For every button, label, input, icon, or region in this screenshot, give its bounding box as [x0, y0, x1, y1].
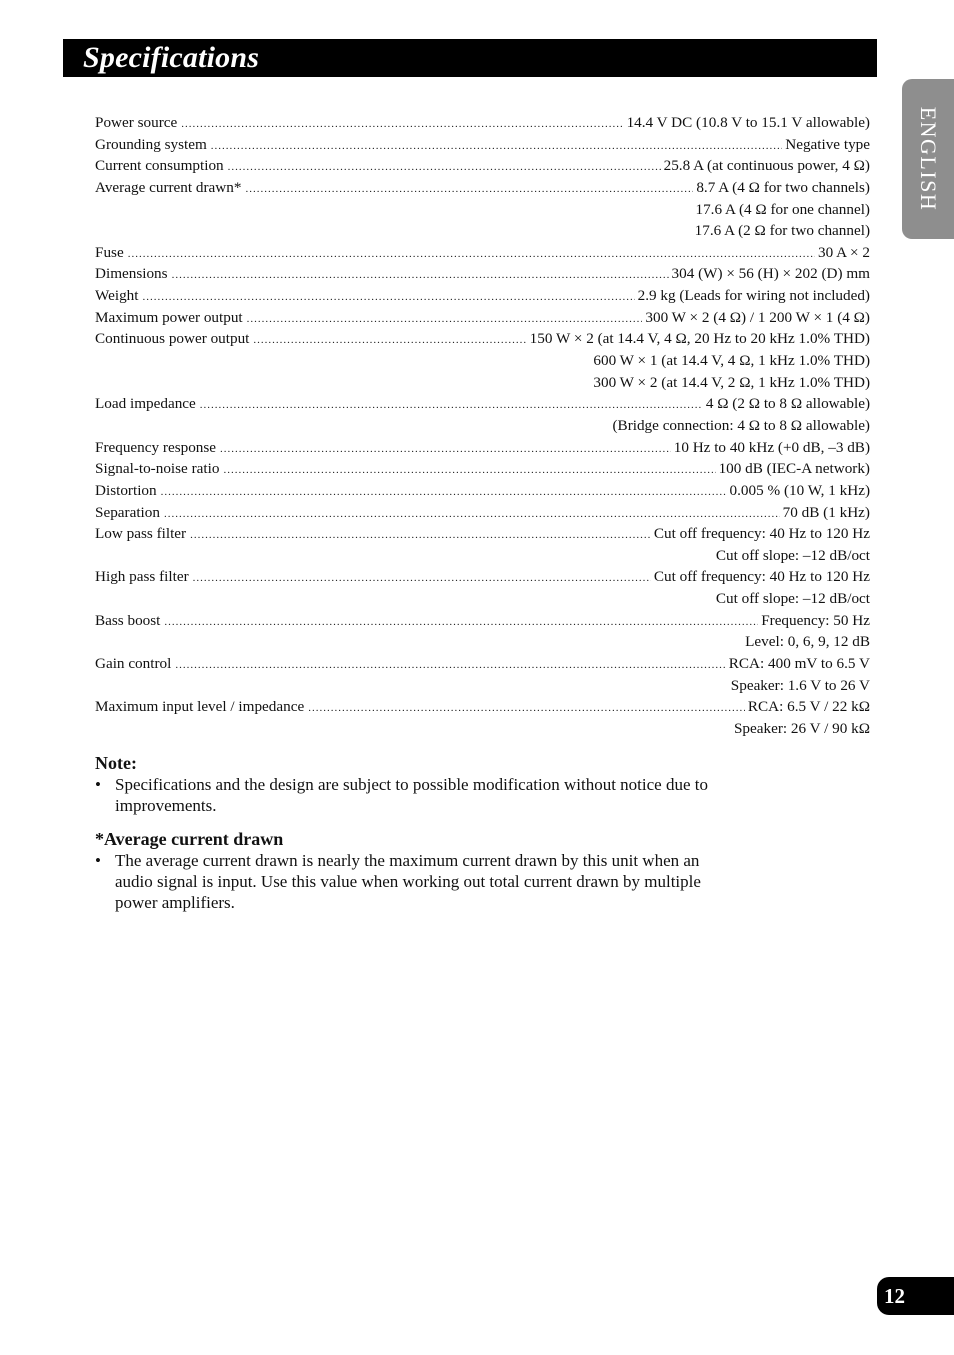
spec-value: RCA: 6.5 V / 22 kΩ: [747, 698, 870, 716]
dot-leader: [164, 612, 758, 634]
language-tab: [902, 79, 954, 239]
spec-label: Gain control: [95, 655, 172, 673]
spec-value-continuation: Speaker: 1.6 V to 26 V: [730, 676, 870, 694]
spec-value: RCA: 400 mV to 6.5 V: [728, 655, 870, 673]
spec-row: [95, 653, 870, 675]
dot-leader: [245, 179, 693, 201]
spec-label: Maximum input level / impedance: [95, 698, 305, 716]
spec-value-continuation: (Bridge connection: 4 Ω to 8 Ω allowable): [612, 416, 870, 434]
specifications-list: [95, 112, 870, 740]
spec-value: 2.9 kg (Leads for wiring not included): [637, 287, 870, 305]
spec-label: Continuous power output: [95, 330, 250, 348]
note-bullet: [95, 774, 735, 816]
spec-value: 8.7 A (4 Ω for two channels): [696, 178, 870, 196]
language-tab-label: ENGLISH: [916, 106, 941, 212]
spec-label: Bass boost: [95, 611, 161, 629]
dot-leader: [308, 698, 745, 720]
spec-label: Low pass filter: [95, 525, 187, 543]
spec-row: [95, 480, 870, 502]
spec-value: 100 dB (IEC-A network): [718, 460, 870, 478]
spec-row: [95, 328, 870, 350]
dot-leader: [220, 439, 671, 461]
spec-value: 70 dB (1 kHz): [782, 503, 870, 521]
spec-row: [95, 263, 870, 285]
spec-label: Dimensions: [95, 265, 168, 283]
page-number: 12: [884, 1284, 905, 1308]
spec-label: Signal-to-noise ratio: [95, 460, 220, 478]
dot-leader: [175, 655, 725, 677]
spec-row: [95, 112, 870, 134]
spec-value: 14.4 V DC (10.8 V to 15.1 V allowable): [626, 114, 870, 131]
spec-label: Distortion: [95, 481, 157, 499]
spec-value: 304 (W) × 56 (H) × 202 (D) mm: [671, 265, 870, 283]
spec-row: [95, 242, 870, 264]
dot-leader: [211, 136, 782, 158]
spec-value: Negative type: [785, 135, 870, 153]
dot-leader: [161, 482, 727, 504]
spec-label: Maximum power output: [95, 308, 243, 326]
spec-row: [95, 696, 870, 718]
spec-label: Average current drawn*: [95, 178, 242, 196]
spec-row: [95, 393, 870, 415]
spec-row: [95, 610, 870, 632]
dot-leader: [253, 330, 526, 352]
spec-value: 0.005 % (10 W, 1 kHz): [729, 481, 870, 499]
spec-value-continuation: 600 W × 1 (at 14.4 V, 4 Ω, 1 kHz 1.0% THD): [593, 352, 870, 370]
spec-value-continuation: 17.6 A (2 Ω for two channel): [694, 222, 870, 240]
spec-value: 4 Ω (2 Ω to 8 Ω allowable): [705, 395, 870, 413]
bullet-mark: •: [95, 775, 101, 794]
dot-leader: [181, 114, 623, 136]
dot-leader: [164, 504, 780, 526]
spec-row: [95, 458, 870, 480]
spec-row: [95, 177, 870, 199]
dot-leader: [128, 244, 815, 266]
bullet-mark: •: [95, 851, 101, 870]
average-current-text: The average current drawn is nearly the maximum current drawn by this unit when an audio signal is input. Use this value when working out total current drawn by multiple power amplifiers.: [115, 851, 701, 912]
spec-value-continuation: Cut off slope: –12 dB/oct: [715, 590, 870, 608]
spec-value: 30 A × 2: [817, 243, 870, 261]
spec-value-continuation: 17.6 A (4 Ω for one channel): [695, 200, 870, 218]
dot-leader: [200, 395, 703, 417]
dot-leader: [190, 525, 651, 547]
spec-label: Fuse: [95, 243, 124, 261]
spec-row: [95, 502, 870, 524]
note-section: [95, 752, 735, 816]
spec-label: Load impedance: [95, 395, 196, 413]
dot-leader: [193, 568, 651, 590]
spec-row: [95, 523, 870, 545]
spec-row: [95, 285, 870, 307]
spec-label: Power source: [95, 114, 178, 131]
spec-row: [95, 134, 870, 156]
spec-label: Weight: [95, 287, 139, 305]
spec-row: [95, 155, 870, 177]
dot-leader: [143, 287, 635, 309]
dot-leader: [228, 157, 661, 179]
dot-leader: [172, 265, 669, 287]
spec-value: 25.8 A (at continuous power, 4 Ω): [663, 157, 870, 175]
page-number-badge: [877, 1277, 954, 1315]
spec-value: 10 Hz to 40 kHz (+0 dB, –3 dB): [673, 438, 870, 456]
spec-value: Frequency: 50 Hz: [761, 611, 870, 629]
spec-row: [95, 566, 870, 588]
average-current-bullet: [95, 850, 735, 913]
spec-value-continuation: Cut off slope: –12 dB/oct: [715, 546, 870, 564]
spec-value-continuation: 300 W × 2 (at 14.4 V, 2 Ω, 1 kHz 1.0% THD): [593, 373, 870, 391]
title-bar: [63, 39, 877, 77]
spec-value: Cut off frequency: 40 Hz to 120 Hz: [653, 568, 870, 586]
spec-value: Cut off frequency: 40 Hz to 120 Hz: [653, 525, 870, 543]
spec-label: Separation: [95, 503, 160, 521]
spec-label: High pass filter: [95, 568, 189, 586]
spec-value-continuation: Speaker: 26 V / 90 kΩ: [733, 719, 870, 737]
spec-label: Frequency response: [95, 438, 217, 456]
spec-value: 300 W × 2 (4 Ω) / 1 200 W × 1 (4 Ω): [645, 308, 870, 326]
spec-label: Grounding system: [95, 135, 207, 153]
average-current-note-section: [95, 828, 735, 913]
page-title: Specifications: [83, 41, 260, 74]
spec-row: [95, 307, 870, 329]
note-text: Specifications and the design are subject to possible modification without notice due to improvements.: [115, 775, 708, 815]
dot-leader: [223, 460, 715, 482]
dot-leader: [247, 309, 643, 331]
spec-value: 150 W × 2 (at 14.4 V, 4 Ω, 20 Hz to 20 kHz 1.0% THD): [529, 330, 870, 348]
spec-value-continuation: Level: 0, 6, 9, 12 dB: [745, 633, 870, 651]
average-current-heading: *Average current drawn: [95, 829, 284, 849]
spec-label: Current consumption: [95, 157, 224, 175]
spec-row: [95, 437, 870, 459]
note-heading: Note:: [95, 753, 137, 773]
